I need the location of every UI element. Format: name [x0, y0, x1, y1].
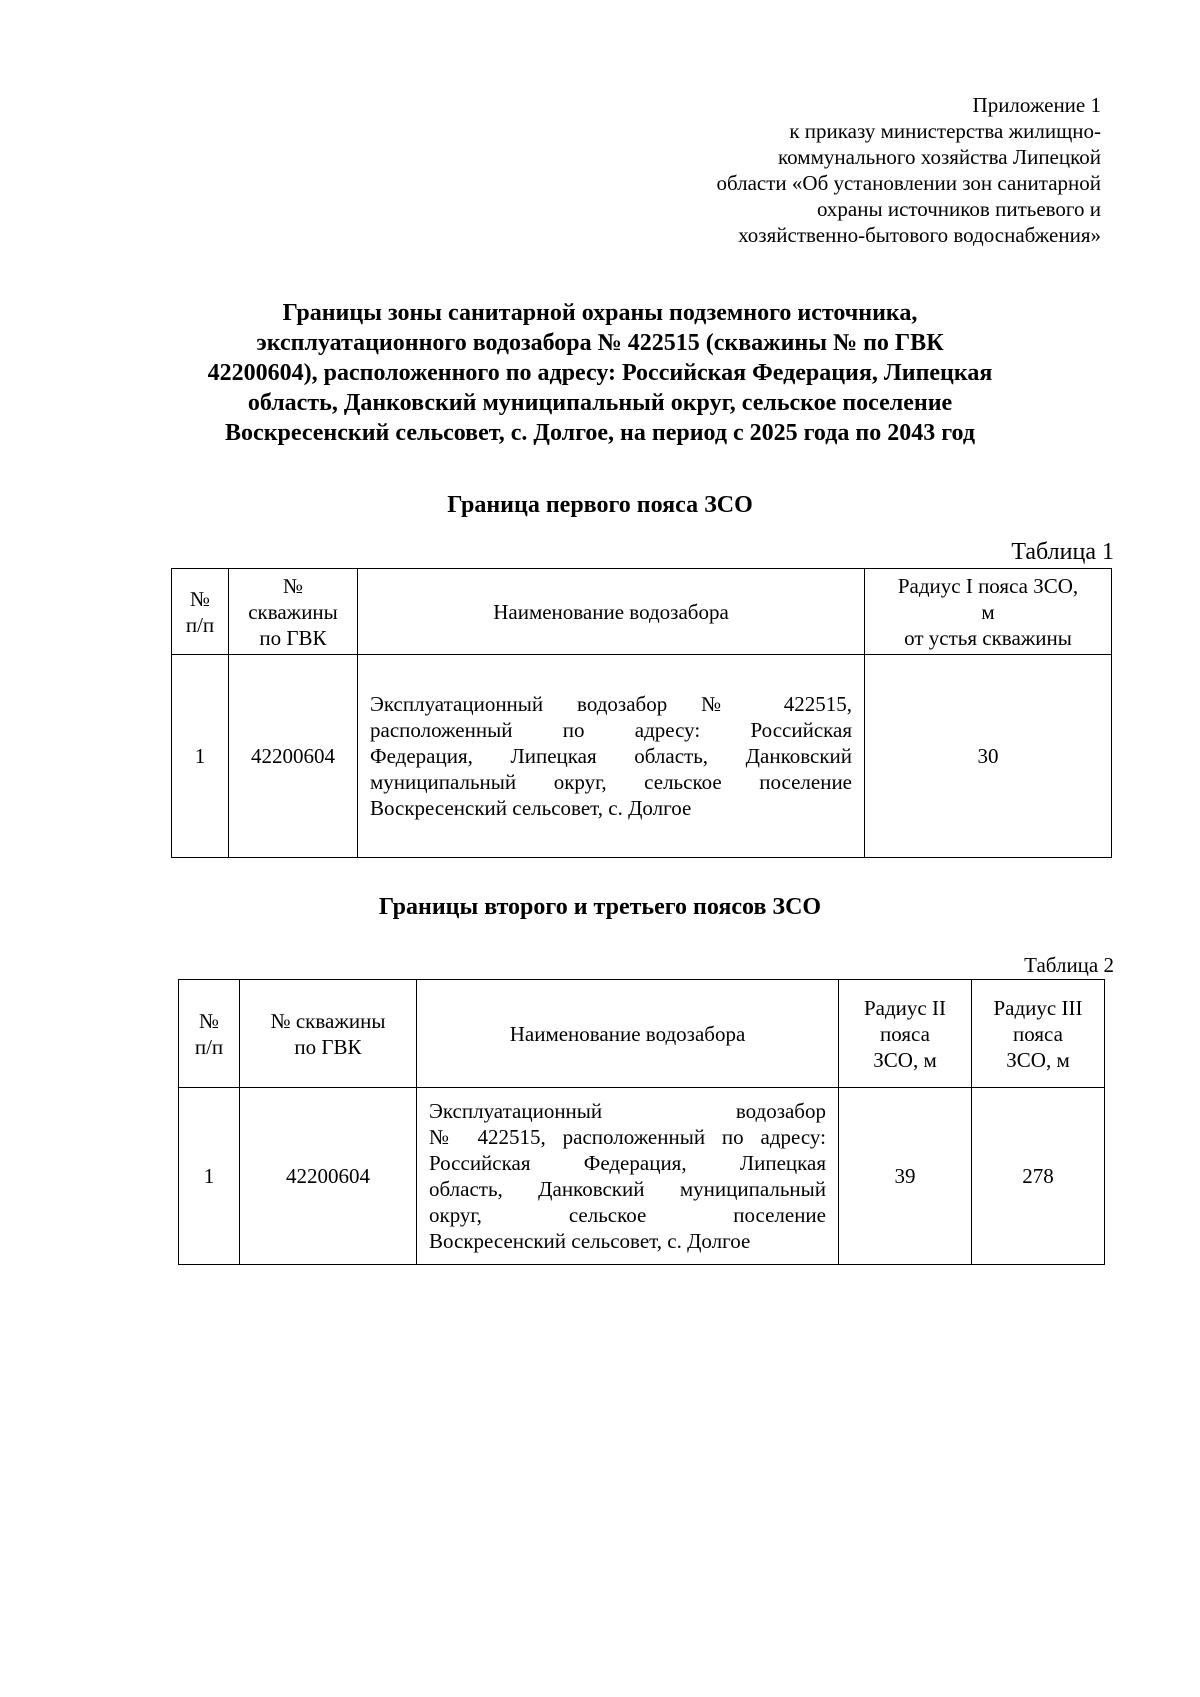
header-radius3 — [972, 980, 1105, 1088]
appendix-line: охраны источников питьевого и — [816, 197, 1101, 221]
title-line: эксплуатационного водозабора № 422515 (скважины № по ГВК — [256, 330, 944, 356]
table1-header-row — [172, 569, 1112, 655]
cell-name-line: № 422515, расположенный по адресу: — [429, 1125, 826, 1149]
appendix-line: Приложение 1 — [972, 93, 1101, 117]
header-well — [240, 980, 417, 1088]
header-num-line: п/п — [185, 612, 215, 637]
header-radius-line: Радиус I пояса ЗСО, — [897, 573, 1079, 598]
cell-radius3: 278 — [972, 1088, 1105, 1265]
header-well-line: № скважины — [270, 1008, 386, 1033]
cell-well: 42200604 — [229, 655, 358, 858]
title-line: Границы зоны санитарной охраны подземного источника, — [282, 300, 918, 326]
table-row — [172, 655, 1112, 858]
table1 — [171, 568, 1112, 858]
section2-heading: Границы второго и третьего поясов ЗСО — [378, 894, 822, 920]
header-num-line: № — [189, 586, 211, 611]
cell-name-line: Эксплуатационный водозабор № 422515, — [370, 692, 852, 716]
appendix-line: хозяйственно-бытового водоснабжения» — [738, 223, 1101, 247]
cell-name — [417, 1088, 839, 1265]
header-well-line: № — [282, 573, 304, 598]
header-radius2-line: пояса — [880, 1021, 930, 1046]
title-line: область, Данковский муниципальный округ, сельское поселение — [247, 390, 953, 416]
header-radius-line: м — [981, 599, 995, 624]
section1-heading: Граница первого пояса ЗСО — [447, 492, 753, 518]
cell-num: 1 — [172, 655, 229, 858]
header-num — [172, 569, 229, 655]
header-well-line: по ГВК — [259, 625, 327, 650]
header-radius — [865, 569, 1112, 655]
cell-name-line: Российская Федерация, Липецкая — [429, 1151, 826, 1175]
cell-name-line: Эксплуатационный водозабор — [429, 1099, 826, 1123]
title-line: 42200604), расположенного по адресу: Российская Федерация, Липецкая — [207, 360, 993, 386]
appendix-line: коммунального хозяйства Липецкой — [778, 145, 1101, 169]
table1-caption: Таблица 1 — [1011, 539, 1114, 565]
header-radius2-line: Радиус II — [864, 995, 946, 1020]
table2 — [178, 979, 1105, 1265]
document-title — [150, 298, 1050, 448]
table-row — [179, 1088, 1105, 1265]
appendix-note — [541, 92, 1101, 248]
cell-name-line: Воскресенский сельсовет, с. Долгое — [370, 796, 692, 820]
header-radius-line: от устья скважины — [904, 625, 1072, 650]
cell-radius2: 39 — [839, 1088, 972, 1265]
cell-radius: 30 — [865, 655, 1112, 858]
table2-header-row — [179, 980, 1105, 1088]
cell-name-line: муниципальный округ, сельское поселение — [370, 770, 852, 794]
cell-name-line: округ, сельское поселение — [429, 1203, 826, 1227]
appendix-line: к приказу министерства жилищно- — [789, 119, 1101, 143]
cell-num: 1 — [179, 1088, 240, 1265]
header-well-line: по ГВК — [294, 1034, 362, 1059]
cell-name-line: Воскресенский сельсовет, с. Долгое — [429, 1229, 751, 1253]
header-well-line: скважины — [248, 599, 338, 624]
table2-caption: Таблица 2 — [1024, 953, 1114, 977]
cell-name-line: расположенный по адресу: Российская — [370, 718, 852, 742]
cell-name — [358, 655, 865, 858]
header-radius3-line: Радиус III — [993, 995, 1083, 1020]
cell-name-line: область, Данковский муниципальный — [429, 1177, 826, 1201]
appendix-line: области «Об установлении зон санитарной — [716, 171, 1101, 195]
header-radius3-line: пояса — [1013, 1021, 1063, 1046]
header-well — [229, 569, 358, 655]
cell-well: 42200604 — [240, 1088, 417, 1265]
header-radius2-line: ЗСО, м — [873, 1047, 937, 1072]
header-num-line: № — [198, 1008, 220, 1033]
title-line: Воскресенский сельсовет, с. Долгое, на период с 2025 года по 2043 год — [225, 420, 975, 446]
cell-name-line: Федерация, Липецкая область, Данковский — [370, 744, 852, 768]
header-name: Наименование водозабора — [417, 980, 839, 1088]
header-num-line: п/п — [194, 1034, 224, 1059]
header-radius2 — [839, 980, 972, 1088]
header-radius3-line: ЗСО, м — [1006, 1047, 1070, 1072]
header-num — [179, 980, 240, 1088]
header-name: Наименование водозабора — [358, 569, 865, 655]
